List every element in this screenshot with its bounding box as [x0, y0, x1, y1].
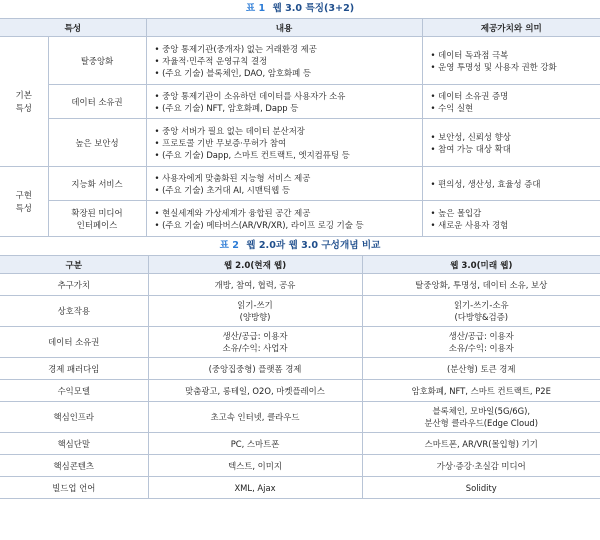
value-list — [423, 86, 600, 118]
content-list — [147, 121, 422, 165]
list-item: • 데이터 독과점 극복 — [431, 49, 600, 61]
list-item: • (주요 기술) 초거대 AI, 시맨틱웹 등 — [155, 184, 422, 196]
value-cell — [422, 85, 600, 119]
table2-header-category: 구분 — [0, 256, 148, 274]
web2-cell: 초고속 인터넷, 클라우드 — [148, 402, 362, 433]
list-item: • 중앙 통제기관(중개자) 없는 거래환경 제공 — [155, 43, 422, 55]
list-item: • 자율적·민주적 운영규칙 결정 — [155, 55, 422, 67]
web3-cell: Solidity — [362, 477, 600, 499]
feature-cell: 확장된 미디어 인터페이스 — [48, 201, 146, 237]
content-cell — [146, 85, 422, 119]
table-row — [0, 358, 600, 380]
web3-cell: (분산형) 토큰 경제 — [362, 358, 600, 380]
group-label-basic: 기본 특성 — [0, 37, 48, 167]
value-list — [423, 127, 600, 159]
web3-cell: 암호화폐, NFT, 스마트 컨트랙트, P2E — [362, 380, 600, 402]
list-item: • (주요 기술) NFT, 암호화폐, Dapp 등 — [155, 102, 422, 114]
value-cell — [422, 167, 600, 201]
content-list — [147, 39, 422, 83]
table-row — [0, 201, 600, 237]
value-list — [423, 203, 600, 235]
table2-caption-number: 표 2 — [219, 240, 239, 251]
feature-cell: 탈중앙화 — [48, 37, 146, 85]
web3-cell: 탈중앙화, 투명성, 데이터 소유, 보상 — [362, 274, 600, 296]
content-list — [147, 86, 422, 118]
list-item: • 데이터 소유권 증명 — [431, 90, 600, 102]
value-list — [423, 45, 600, 77]
web2-cell: XML, Ajax — [148, 477, 362, 499]
web3-cell: 읽기-쓰기-소유 (다방향&검증) — [362, 296, 600, 327]
table-row — [0, 119, 600, 167]
value-cell — [422, 37, 600, 85]
table1-header-row — [0, 19, 600, 37]
web2-cell: 텍스트, 이미지 — [148, 455, 362, 477]
web2-web3-comparison-table — [0, 255, 600, 499]
web2-cell: (중앙집중형) 플랫폼 경제 — [148, 358, 362, 380]
table1-caption-title: 웹 3.0 특징(3+2) — [272, 3, 355, 14]
content-cell — [146, 167, 422, 201]
list-item: • 높은 몰입감 — [431, 207, 600, 219]
web3-cell: 가상·증강·초실감 미디어 — [362, 455, 600, 477]
list-item: • 중앙 서버가 필요 없는 데이터 분산저장 — [155, 125, 422, 137]
value-list — [423, 174, 600, 194]
list-item: • 사용자에게 맞춤화된 지능형 서비스 제공 — [155, 172, 422, 184]
web3-cell: 생산/공급: 이용자 소유/수익: 이용자 — [362, 327, 600, 358]
table1-caption — [0, 0, 600, 18]
table-row — [0, 327, 600, 358]
web3-cell: 스마트폰, AR/VR(몰입형) 기기 — [362, 433, 600, 455]
category-cell: 빌드업 언어 — [0, 477, 148, 499]
table2-header-web3: 웹 3.0(미래 웹) — [362, 256, 600, 274]
table-row — [0, 274, 600, 296]
list-item: • 참여 가능 대상 확대 — [431, 143, 600, 155]
web2-cell: 맞춤광고, 롱테일, O2O, 마켓플레이스 — [148, 380, 362, 402]
category-cell: 데이터 소유권 — [0, 327, 148, 358]
table-row — [0, 380, 600, 402]
category-cell: 상호작용 — [0, 296, 148, 327]
web2-cell: 개방, 참여, 협력, 공유 — [148, 274, 362, 296]
table1-header-value: 제공가치와 의미 — [422, 19, 600, 37]
list-item: • (주요 기술) 메타버스(AR/VR/XR), 라이프 로깅 기술 등 — [155, 219, 422, 231]
table-row — [0, 402, 600, 433]
category-cell: 경제 패러다임 — [0, 358, 148, 380]
content-cell — [146, 37, 422, 85]
web2-cell: 생산/공급: 이용자 소유/수익: 사업자 — [148, 327, 362, 358]
table1-header-feature: 특성 — [0, 19, 146, 37]
table-row — [0, 455, 600, 477]
group-label-implementation: 구현 특성 — [0, 167, 48, 237]
feature-cell: 높은 보안성 — [48, 119, 146, 167]
web3-features-table — [0, 18, 600, 237]
feature-cell: 지능화 서비스 — [48, 167, 146, 201]
web2-cell: PC, 스마트폰 — [148, 433, 362, 455]
table-row — [0, 433, 600, 455]
list-item: • (주요 기술) Dapp, 스마트 컨트랙트, 엣지컴퓨팅 등 — [155, 149, 422, 161]
value-cell — [422, 201, 600, 237]
table1-header-content: 내용 — [146, 19, 422, 37]
content-list — [147, 168, 422, 200]
table-row — [0, 85, 600, 119]
content-cell — [146, 201, 422, 237]
web2-cell: 읽기-쓰기 (양방향) — [148, 296, 362, 327]
list-item: • 중앙 통제기관이 소유하던 데이터를 사용자가 소유 — [155, 90, 422, 102]
table2-caption — [0, 237, 600, 255]
list-item: • 운영 투명성 및 사용자 권한 강화 — [431, 61, 600, 73]
list-item: • 새로운 사용자 경험 — [431, 219, 600, 231]
table2-header-row — [0, 256, 600, 274]
list-item: • (주요 기술) 블록체인, DAO, 암호화폐 등 — [155, 67, 422, 79]
content-list — [147, 203, 422, 235]
category-cell: 핵심단말 — [0, 433, 148, 455]
list-item: • 프로토콜 기반 무보증·무허가 참여 — [155, 137, 422, 149]
web3-cell: 블록체인, 모바일(5G/6G), 분산형 클라우드(Edge Cloud) — [362, 402, 600, 433]
feature-cell: 데이터 소유권 — [48, 85, 146, 119]
table2-caption-title: 웹 2.0과 웹 3.0 구성개념 비교 — [246, 240, 381, 251]
list-item: • 편의성, 생산성, 효율성 증대 — [431, 178, 600, 190]
table2-header-web2: 웹 2.0(현재 웹) — [148, 256, 362, 274]
category-cell: 수익모델 — [0, 380, 148, 402]
table1-caption-number: 표 1 — [245, 3, 266, 14]
value-cell — [422, 119, 600, 167]
table-row — [0, 477, 600, 499]
content-cell — [146, 119, 422, 167]
category-cell: 추구가치 — [0, 274, 148, 296]
table-row — [0, 37, 600, 85]
category-cell: 핵심콘텐츠 — [0, 455, 148, 477]
list-item: • 현실세계와 가상세계가 융합된 공간 제공 — [155, 207, 422, 219]
list-item: • 보안성, 신뢰성 향상 — [431, 131, 600, 143]
table-row — [0, 296, 600, 327]
table-row — [0, 167, 600, 201]
category-cell: 핵심인프라 — [0, 402, 148, 433]
list-item: • 수익 실현 — [431, 102, 600, 114]
